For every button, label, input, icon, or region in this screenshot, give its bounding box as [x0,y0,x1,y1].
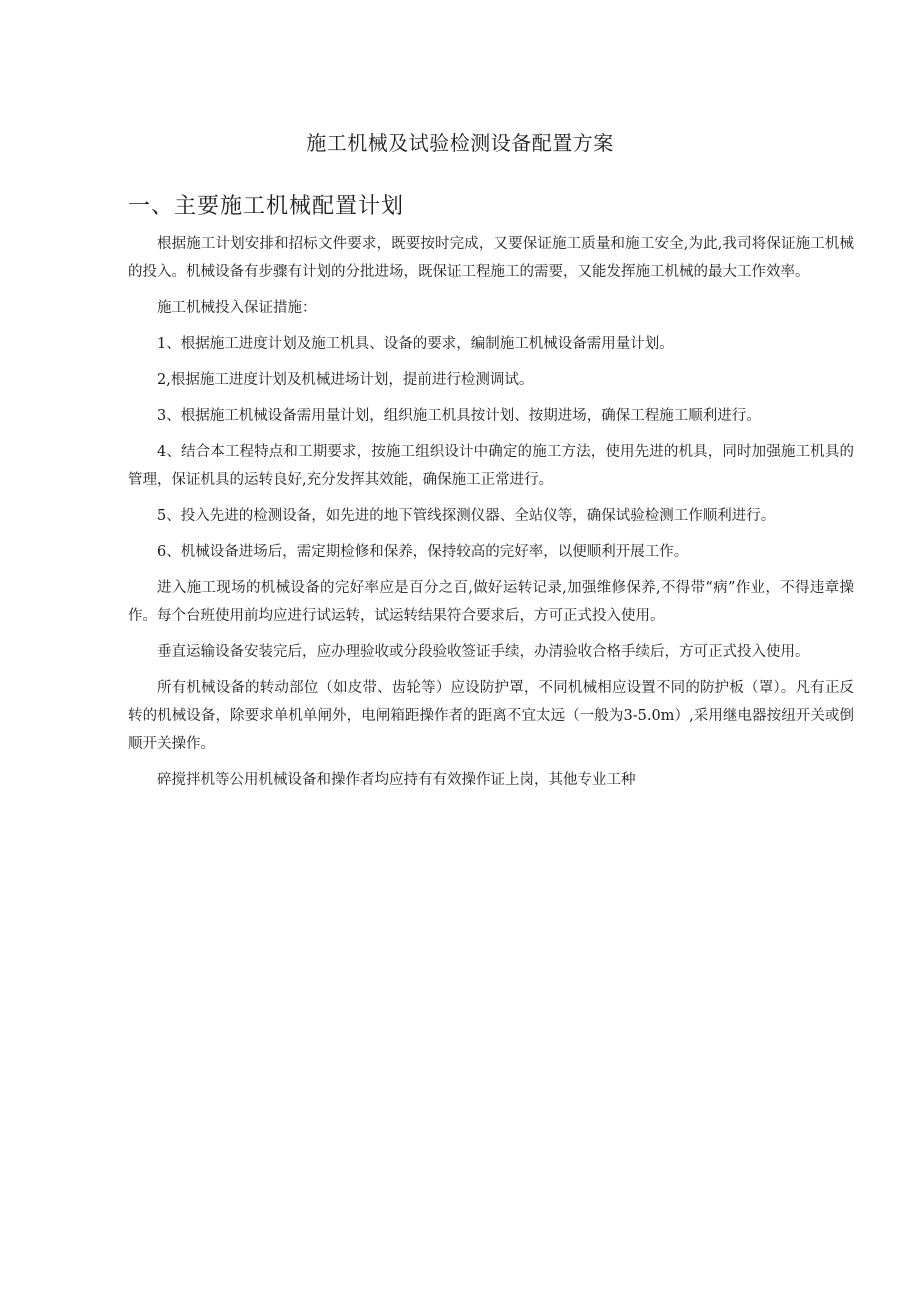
paragraph: 6、机械设备进场后，需定期检修和保养，保持较高的完好率，以便顺利开展工作。 [157,544,689,560]
paragraph: 碎搅拌机等公用机械设备和操作者均应持有有效操作证上岗，其他专业工种 [157,772,636,788]
document-body [128,230,854,802]
paragraph: 1、根据施工进度计划及施工机具、设备的要求，编制施工机械设备需用量计划。 [157,336,674,352]
paragraph: 所有机械设备的转动部位（如皮带、齿轮等）应设防护罩，不同机械相应设置不同的防护板（罩）。凡有正反转的机械设备，除要求单机单闸外，电闸箱距操作者的距离不宜太远（一般为3-5.0m）,采用继电器按纽开关或倒顺开关操作。 [128,680,854,752]
section-heading: 一、主要施工机械配置计划 [128,194,405,219]
paragraph: 进入施工现场的机械设备的完好率应是百分之百,做好运转记录,加强维修保养,不得带“病”作业，不得违章操作。每个台班使用前均应进行试运转，试运转结果符合要求后，方可正式投入使用。 [128,580,854,624]
paragraph: 垂直运输设备安装完后，应办理验收或分段验收签证手续，办清验收合格手续后，方可正式投入使用。 [157,644,810,660]
paragraph: 4、结合本工程特点和工期要求，按施工组织设计中确定的施工方法，使用先进的机具，同时加强施工机具的管理，保证机具的运转良好,充分发挥其效能，确保施工正常进行。 [128,444,854,488]
paragraph: 施工机械投入保证措施： [157,300,317,316]
paragraph: 3、根据施工机械设备需用量计划，组织施工机具按计划、按期进场，确保工程施工顺利进行。 [157,408,761,424]
document-title: 施工机械及试验检测设备配置方案 [306,131,614,155]
paragraph: 5、投入先进的检测设备，如先进的地下管线探测仪器、全站仪等，确保试验检测工作顺利进行。 [157,508,776,524]
paragraph: 根据施工计划安排和招标文件要求，既要按时完成，又要保证施工质量和施工安全,为此,我司将保证施工机械的投入。机械设备有步骤有计划的分批进场，既保证工程施工的需要，又能发挥施工机械的最大工作效率。 [128,236,854,280]
paragraph: 2,根据施工进度计划及机械进场计划，提前进行检测调试。 [157,372,534,388]
